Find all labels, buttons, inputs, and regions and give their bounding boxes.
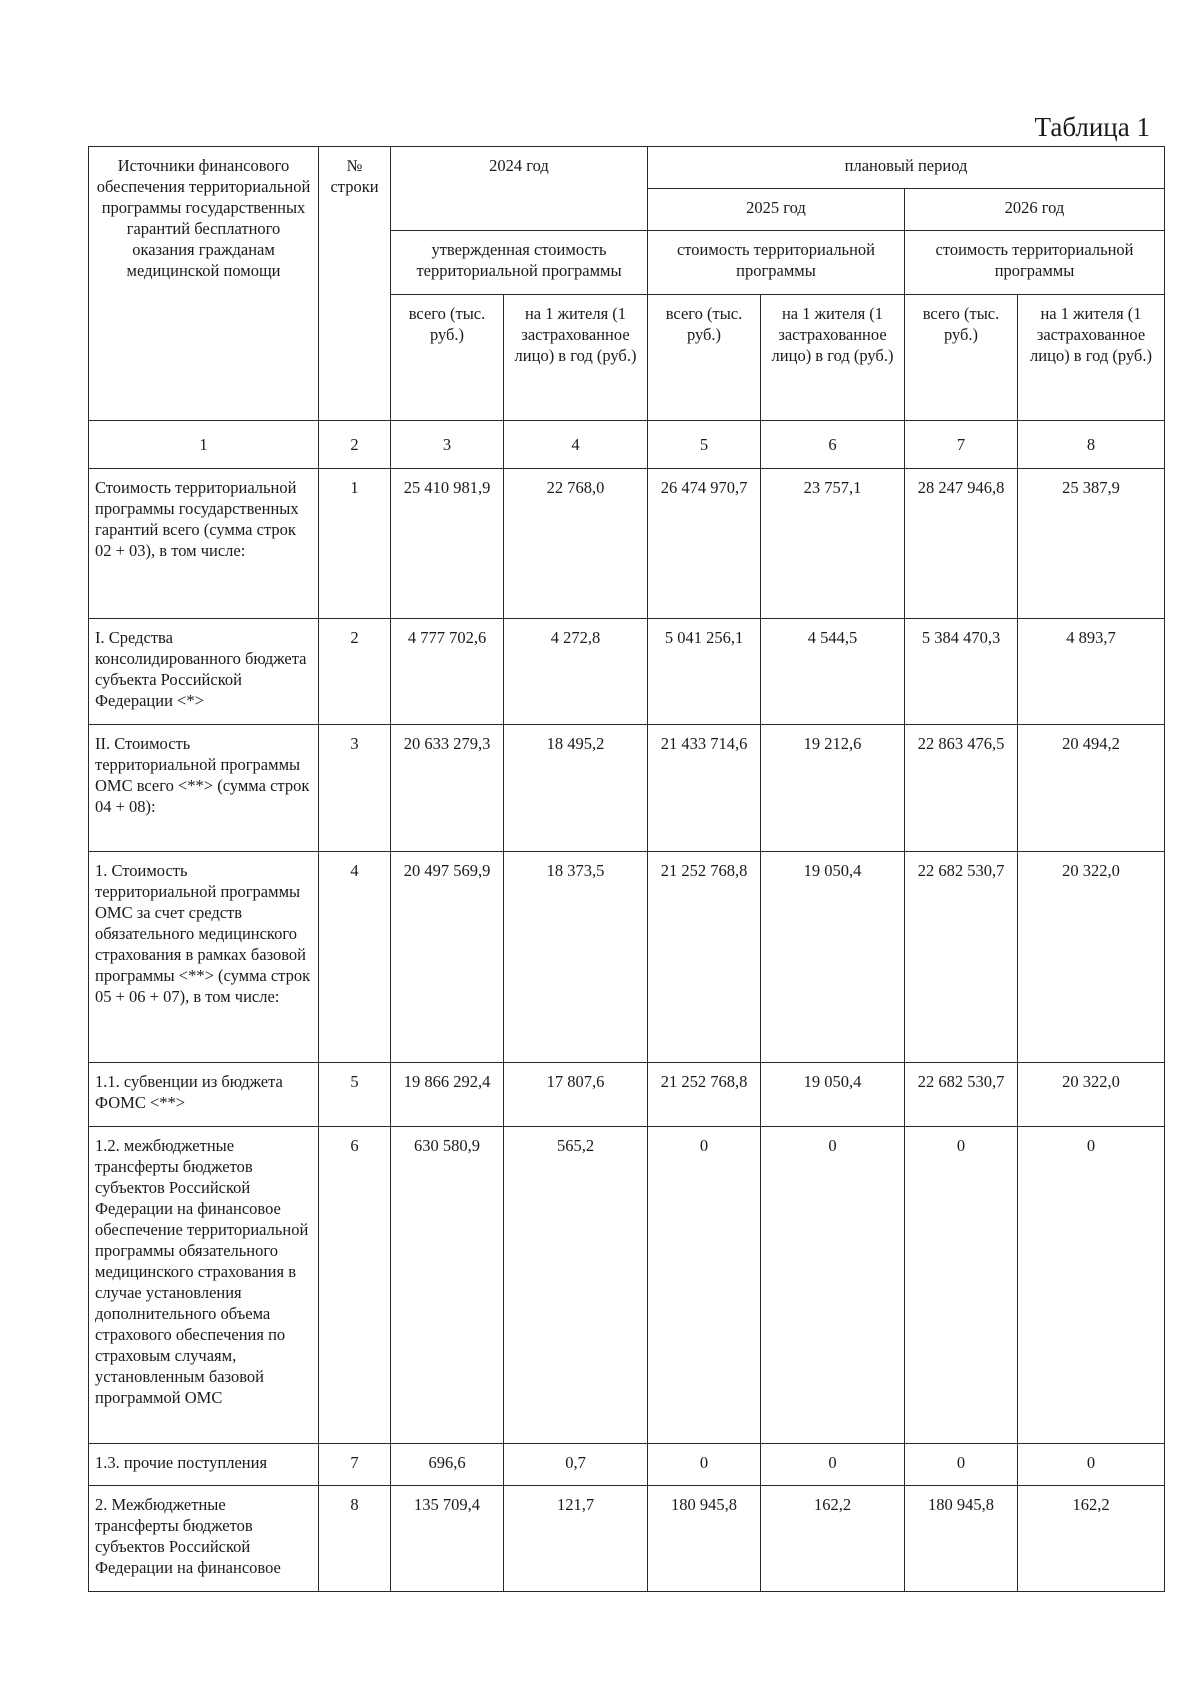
column-number-row [89, 421, 1165, 469]
row-label: Стоимость территориальной программы государственных гарантий всего (сумма строк 02 + 03), в том числе: [89, 469, 319, 619]
column-number: 5 [648, 421, 761, 469]
cell-2024-total: 20 633 279,3 [391, 725, 504, 852]
column-number: 4 [504, 421, 648, 469]
column-number: 7 [905, 421, 1018, 469]
cell-2026-per-capita: 20 322,0 [1018, 852, 1165, 1063]
table-row [89, 1063, 1165, 1127]
cell-2026-per-capita: 0 [1018, 1444, 1165, 1486]
cell-2025-per-capita: 19 212,6 [761, 725, 905, 852]
financing-table [88, 146, 1165, 1592]
cell-2026-total: 0 [905, 1127, 1018, 1444]
row-label: 1. Стоимость территориальной программы ОМС за счет средств обязательного медицинского страхования в рамках базовой программы <**> (сумма строк 05 + 06 + 07), в том числе: [89, 852, 319, 1063]
table-row [89, 619, 1165, 725]
row-number: 4 [319, 852, 391, 1063]
column-number: 3 [391, 421, 504, 469]
table-row [89, 725, 1165, 852]
column-number: 1 [89, 421, 319, 469]
column-number: 2 [319, 421, 391, 469]
header-cost-2025: стоимость территориальной программы [648, 231, 905, 295]
cell-2024-per-capita: 17 807,6 [504, 1063, 648, 1127]
header-year-2024: 2024 год [391, 147, 648, 231]
header-total-2025: всего (тыс. руб.) [648, 295, 761, 421]
cell-2025-per-capita: 19 050,4 [761, 852, 905, 1063]
cell-2025-per-capita: 162,2 [761, 1486, 905, 1592]
cell-2024-total: 4 777 702,6 [391, 619, 504, 725]
table-row [89, 469, 1165, 619]
cell-2024-per-capita: 121,7 [504, 1486, 648, 1592]
cell-2025-total: 0 [648, 1444, 761, 1486]
cell-2026-per-capita: 0 [1018, 1127, 1165, 1444]
cell-2024-total: 696,6 [391, 1444, 504, 1486]
cell-2025-per-capita: 19 050,4 [761, 1063, 905, 1127]
row-label: 1.1. субвенции из бюджета ФОМС <**> [89, 1063, 319, 1127]
cell-2026-per-capita: 162,2 [1018, 1486, 1165, 1592]
header-per-capita-2024: на 1 жителя (1 застрахованное лицо) в год (руб.) [504, 295, 648, 421]
cell-2024-total: 135 709,4 [391, 1486, 504, 1592]
table-row [89, 1444, 1165, 1486]
header-row-number: № строки [319, 147, 391, 421]
cell-2026-total: 180 945,8 [905, 1486, 1018, 1592]
table-caption: Таблица 1 [1034, 112, 1150, 142]
row-number: 3 [319, 725, 391, 852]
cell-2026-per-capita: 4 893,7 [1018, 619, 1165, 725]
cell-2024-per-capita: 0,7 [504, 1444, 648, 1486]
cell-2026-per-capita: 20 494,2 [1018, 725, 1165, 852]
cell-2024-per-capita: 22 768,0 [504, 469, 648, 619]
cell-2026-total: 5 384 470,3 [905, 619, 1018, 725]
row-number: 1 [319, 469, 391, 619]
cell-2025-per-capita: 0 [761, 1444, 905, 1486]
cell-2024-total: 25 410 981,9 [391, 469, 504, 619]
row-number: 8 [319, 1486, 391, 1592]
table-row [89, 852, 1165, 1063]
cell-2024-per-capita: 18 495,2 [504, 725, 648, 852]
column-number: 6 [761, 421, 905, 469]
row-label: 1.3. прочие поступления [89, 1444, 319, 1486]
cell-2024-per-capita: 18 373,5 [504, 852, 648, 1063]
column-number: 8 [1018, 421, 1165, 469]
header-sources: Источники финансового обеспечения территориальной программы государственных гарантий бесплатного оказания гражданам медицинской помощи [89, 147, 319, 421]
header-per-capita-2026: на 1 жителя (1 застрахованное лицо) в год (руб.) [1018, 295, 1165, 421]
header-row-years [89, 147, 1165, 189]
cell-2026-total: 0 [905, 1444, 1018, 1486]
cell-2025-total: 180 945,8 [648, 1486, 761, 1592]
cell-2025-per-capita: 0 [761, 1127, 905, 1444]
cell-2024-total: 20 497 569,9 [391, 852, 504, 1063]
header-year-2026: 2026 год [905, 189, 1165, 231]
cell-2025-total: 26 474 970,7 [648, 469, 761, 619]
cell-2026-total: 22 863 476,5 [905, 725, 1018, 852]
cell-2026-total: 22 682 530,7 [905, 1063, 1018, 1127]
header-per-capita-2025: на 1 жителя (1 застрахованное лицо) в год (руб.) [761, 295, 905, 421]
cell-2024-per-capita: 565,2 [504, 1127, 648, 1444]
header-year-2025: 2025 год [648, 189, 905, 231]
cell-2025-total: 21 433 714,6 [648, 725, 761, 852]
cell-2026-per-capita: 20 322,0 [1018, 1063, 1165, 1127]
cell-2026-total: 22 682 530,7 [905, 852, 1018, 1063]
row-label: I. Средства консолидированного бюджета субъекта Российской Федерации <*> [89, 619, 319, 725]
cell-2026-per-capita: 25 387,9 [1018, 469, 1165, 619]
row-label: 2. Межбюджетные трансферты бюджетов субъектов Российской Федерации на финансовое [89, 1486, 319, 1592]
header-cost-2026: стоимость территориальной программы [905, 231, 1165, 295]
header-total-2024: всего (тыс. руб.) [391, 295, 504, 421]
table-row [89, 1486, 1165, 1592]
cell-2025-total: 21 252 768,8 [648, 1063, 761, 1127]
table-row [89, 1127, 1165, 1444]
cell-2024-total: 630 580,9 [391, 1127, 504, 1444]
cell-2025-total: 21 252 768,8 [648, 852, 761, 1063]
cell-2026-total: 28 247 946,8 [905, 469, 1018, 619]
row-label: II. Стоимость территориальной программы ОМС всего <**> (сумма строк 04 + 08): [89, 725, 319, 852]
cell-2025-total: 0 [648, 1127, 761, 1444]
header-total-2026: всего (тыс. руб.) [905, 295, 1018, 421]
cell-2025-total: 5 041 256,1 [648, 619, 761, 725]
row-label: 1.2. межбюджетные трансферты бюджетов субъектов Российской Федерации на финансовое обеспечение территориальной программы обязательного медицинского страхования в случае установления дополнительного объема страхового обеспечения по страховым случаям, установленным базовой программой ОМС [89, 1127, 319, 1444]
row-number: 7 [319, 1444, 391, 1486]
cell-2024-per-capita: 4 272,8 [504, 619, 648, 725]
cell-2025-per-capita: 4 544,5 [761, 619, 905, 725]
header-planned-period: плановый период [648, 147, 1165, 189]
cell-2024-total: 19 866 292,4 [391, 1063, 504, 1127]
row-number: 2 [319, 619, 391, 725]
cell-2025-per-capita: 23 757,1 [761, 469, 905, 619]
row-number: 5 [319, 1063, 391, 1127]
header-approved-cost: утвержденная стоимость территориальной программы [391, 231, 648, 295]
row-number: 6 [319, 1127, 391, 1444]
